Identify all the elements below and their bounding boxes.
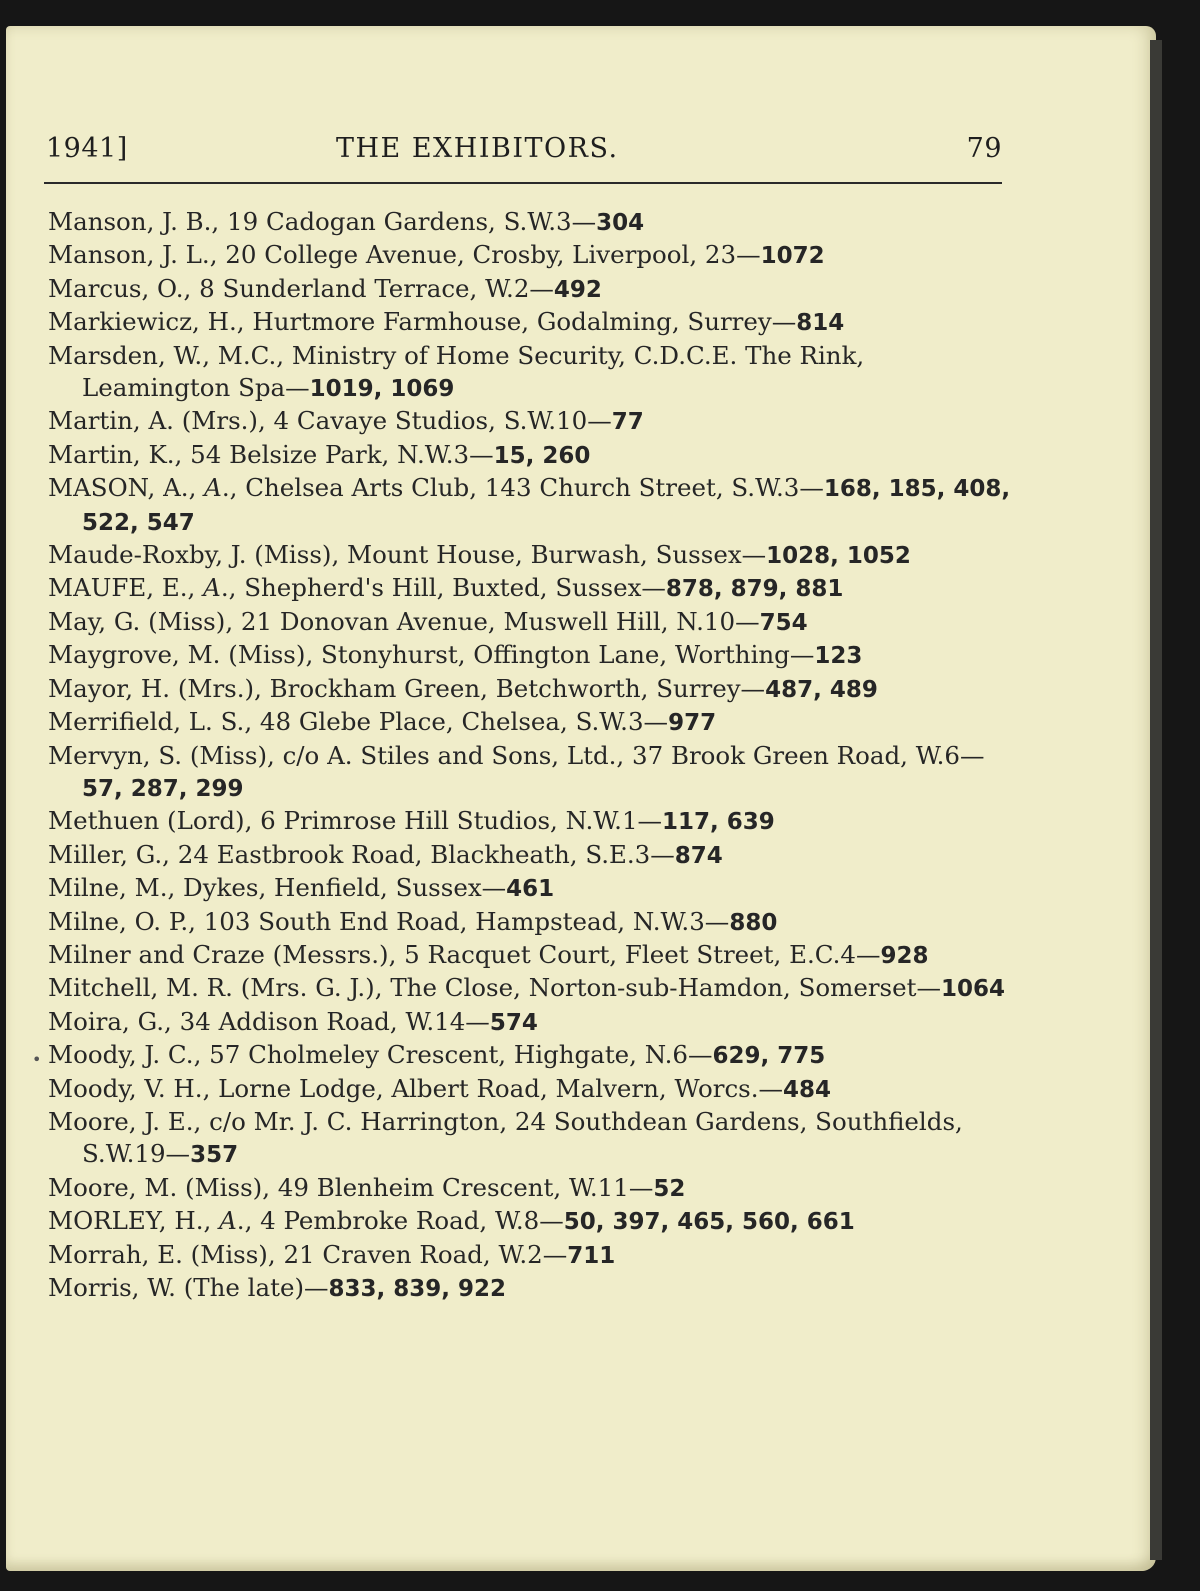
margin-mark: • (32, 1050, 42, 1069)
entry: Morrah, E. (Miss), 21 Craven Road, W.2—711 (48, 1239, 616, 1269)
entry: Maude-Roxby, J. (Miss), Mount House, Burwash, Sussex—1028, 1052 (48, 540, 911, 570)
entry: Milne, M., Dykes, Henfield, Sussex—461 (48, 873, 555, 903)
entry: Maygrove, M. (Miss), Stonyhurst, Offington Lane, Worthing—123 (48, 640, 863, 670)
header-rule (44, 182, 1002, 184)
entry: Milne, O. P., 103 South End Road, Hampstead, N.W.3—880 (48, 906, 778, 936)
entry: Manson, J. L., 20 College Avenue, Crosby, Liverpool, 23—1072 (48, 240, 825, 270)
entry: Mayor, H. (Mrs.), Brockham Green, Betchworth, Surrey—487, 489 (48, 673, 878, 703)
entry: Martin, K., 54 Belsize Park, N.W.3—15, 260 (48, 439, 591, 469)
entry: MAUFE, E., A., Shepherd's Hill, Buxted, Sussex—878, 879, 881 (48, 573, 844, 603)
header-title: THE EXHIBITORS. (336, 133, 619, 164)
page-number: 79 (966, 133, 1002, 164)
entry: Manson, J. B., 19 Cadogan Gardens, S.W.3—304 (48, 207, 645, 236)
entry: Mitchell, M. R. (Mrs. G. J.), The Close, Norton-sub-Hamdon, Somerset—1064 (48, 973, 1005, 1003)
entry: Moore, M. (Miss), 49 Blenheim Crescent, W.11—52 (48, 1172, 686, 1202)
entry: Moore, J. E., c/o Mr. J. C. Harrington, 24 Southdean Gardens, Southfields, S.W.19—357 (48, 1106, 963, 1169)
entry: Martin, A. (Mrs.), 4 Cavaye Studios, S.W.10—77 (48, 406, 644, 436)
entry: Moody, J. C., 57 Cholmeley Crescent, Highgate, N.6—629, 775 (48, 1040, 826, 1070)
entry: Moody, V. H., Lorne Lodge, Albert Road, Malvern, Worcs.—484 (48, 1073, 832, 1103)
exhibitor-list (48, 206, 1016, 1305)
entry: MASON, A., A., Chelsea Arts Club, 143 Church Street, S.W.3—168, 185, 408, 522, 547 (48, 473, 1011, 536)
header-year: 1941] (46, 133, 128, 164)
entry: Markiewicz, H., Hurtmore Farmhouse, Godalming, Surrey—814 (48, 307, 845, 337)
entry: Morris, W. (The late)—833, 839, 922 (48, 1273, 507, 1302)
entry: MORLEY, H., A., 4 Pembroke Road, W.8—50, 397, 465, 560, 661 (48, 1206, 855, 1236)
entry: Merrifield, L. S., 48 Glebe Place, Chelsea, S.W.3—977 (48, 707, 717, 737)
entry: Methuen (Lord), 6 Primrose Hill Studios, N.W.1—117, 639 (48, 806, 775, 836)
page-edge (1150, 40, 1162, 1560)
entry: Moira, G., 34 Addison Road, W.14—574 (48, 1006, 538, 1036)
running-header (46, 133, 1002, 173)
entry: Mervyn, S. (Miss), c/o A. Stiles and Sons, Ltd., 37 Brook Green Road, W.6—57, 287, 299 (48, 740, 985, 802)
entry: May, G. (Miss), 21 Donovan Avenue, Muswell Hill, N.10—754 (48, 606, 808, 636)
entry: Milner and Craze (Messrs.), 5 Racquet Court, Fleet Street, E.C.4—928 (48, 939, 929, 969)
entry: Miller, G., 24 Eastbrook Road, Blackheath, S.E.3—874 (48, 839, 723, 869)
entry: Marcus, O., 8 Sunderland Terrace, W.2—492 (48, 273, 602, 303)
entry: Marsden, W., M.C., Ministry of Home Security, C.D.C.E. The Rink, Leamington Spa—1019, 1069 (48, 340, 865, 403)
